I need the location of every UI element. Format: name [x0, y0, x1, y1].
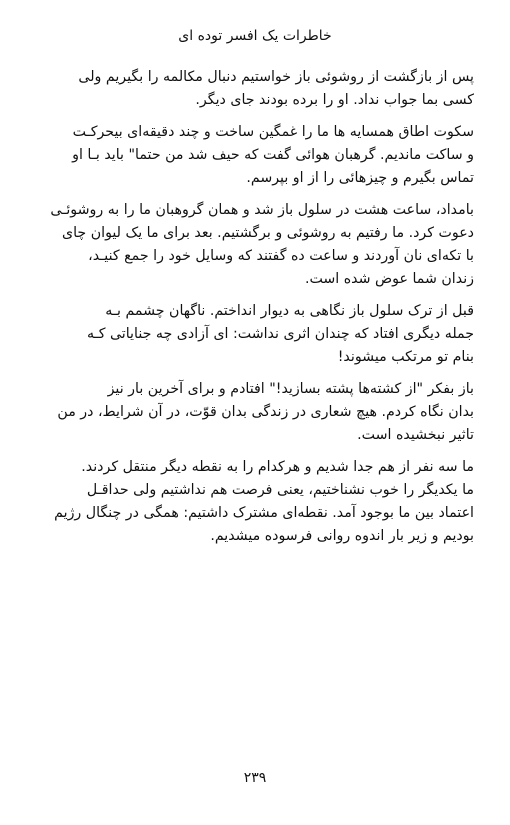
text-line: باز بفکر "از کشته‌ها پشته بسازید!" افتادم و برای آخرین بار نیز — [107, 381, 474, 397]
paragraph-gap — [36, 112, 474, 121]
text-line: پس از بازگشت از روشوئی باز خواستیم دنبال مکالمه را بگیریم ولی — [78, 69, 474, 85]
text-line: ما سه نفر از هم جدا شدیم و هرکدام را به نقطه دیگر منتقل کردند. — [81, 459, 474, 475]
paragraph — [36, 121, 474, 190]
text-line: و ساکت ماندیم. گرهبان هوائی گفت که حیف شد من حتما" باید بـا او — [72, 147, 474, 163]
text-line: بدان نگاه کردم. هیچ شعاری در زندگی بدان قوّت، در آن شرایط، در من — [57, 404, 474, 420]
text-line: تاثیر نبخشیده است. — [357, 427, 474, 443]
text-line: تماس بگیرم و چیزهائی را از او بپرسم. — [246, 170, 474, 186]
text-line: سکوت اطاق همسایه ها ما را غمگین ساخت و چند دقیقه‌ای بیحرکـت — [72, 124, 474, 140]
text-line: بودیم و زیر بار اندوه روانی فرسوده میشدیم. — [210, 528, 474, 544]
text-line: اعتماد بین ما بوجود آمد. نقطه‌ای مشترک داشتیم: همگی در چنگال رژیم — [54, 505, 474, 521]
paragraph-gap — [36, 291, 474, 300]
paragraph-gap — [36, 369, 474, 378]
paragraph-gap — [36, 190, 474, 199]
paragraph — [36, 456, 474, 548]
text-line: زندان شما عوض شده است. — [304, 271, 474, 287]
paragraph — [36, 378, 474, 447]
text-line: قبل از ترک سلول باز نگاهی به دیوار انداختم. ناگهان چشمم بـه — [105, 303, 474, 319]
text-line: جمله دیگری افتاد که چندان اثری نداشت: ای آزادی چه جنایاتی کـه — [86, 326, 474, 342]
running-header: خاطرات یک افسر توده ای — [178, 28, 332, 44]
body-text — [36, 66, 474, 548]
text-line: کسی بما جواب نداد. او را برده بودند جای دیگر. — [195, 92, 474, 108]
text-line: بنام تو مرتکب میشوند! — [337, 349, 474, 365]
page-number: ۲۳۹ — [243, 770, 267, 786]
text-line: بامداد، ساعت هشت در سلول باز شد و همان گروهبان ما را به روشوئـی — [50, 202, 474, 218]
text-line: دعوت کرد. ما رفتیم به روشوئی و برگشتیم. بعد برای ما یک لیوان چای — [62, 225, 474, 241]
paragraph — [36, 199, 474, 291]
paragraph — [36, 300, 474, 369]
paragraph-gap — [36, 447, 474, 456]
text-line: ما یکدیگر را خوب نشناختیم، یعنی فرصت هم نداشتیم ولی حداقـل — [86, 482, 474, 498]
text-line: با تکه‌ای نان آوردند و ساعت ده گفتند که وسایل خود را جمع کنیـد، — [88, 248, 474, 264]
paragraph — [36, 66, 474, 112]
